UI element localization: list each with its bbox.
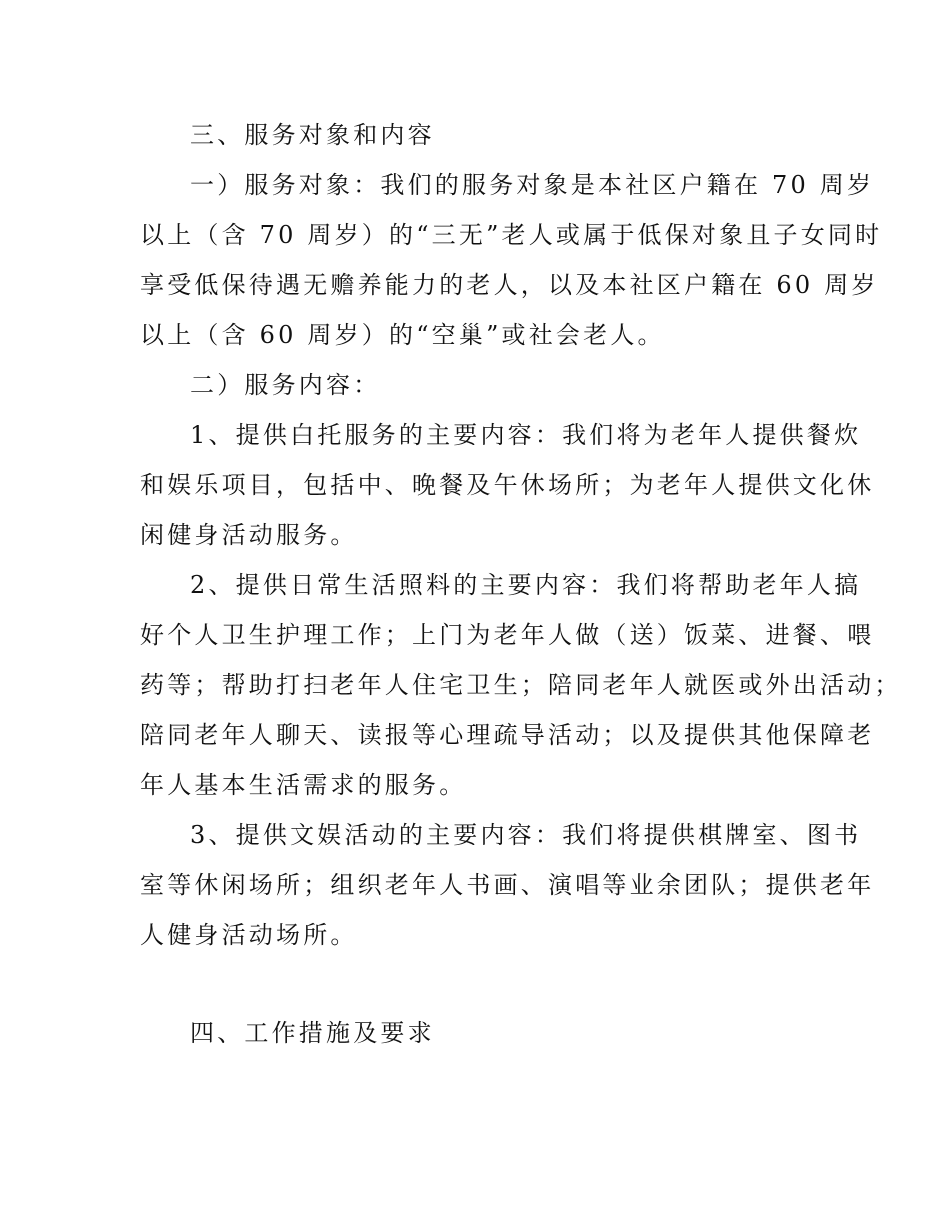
section-heading-4: 四、工作措施及要求 xyxy=(190,1019,435,1047)
day-care-paragraph-line: 和娱乐项目，包括中、晚餐及午休场所；为老年人提供文化休 xyxy=(140,471,875,499)
recreation-paragraph-line: 室等休闲场所；组织老年人书画、演唱等业余团队；提供老年 xyxy=(140,871,875,899)
daily-care-paragraph-line: 陪同老年人聊天、读报等心理疏导活动；以及提供其他保障老 xyxy=(140,721,875,749)
daily-care-paragraph-line: 年人基本生活需求的服务。 xyxy=(140,771,467,799)
service-target-paragraph-line: 以上（含 70 周岁）的“三无”老人或属于低保对象且子女同时 xyxy=(140,221,883,249)
recreation-paragraph-line: 3、提供文娱活动的主要内容：我们将提供棋牌室、图书 xyxy=(190,821,862,849)
service-target-paragraph-line: 享受低保待遇无赡养能力的老人，以及本社区户籍在 60 周岁 xyxy=(140,271,879,299)
daily-care-paragraph-line: 2、提供日常生活照料的主要内容：我们将帮助老年人搞 xyxy=(190,571,862,599)
service-content-heading: 二）服务内容： xyxy=(190,371,381,399)
service-target-paragraph-line: 一）服务对象：我们的服务对象是本社区户籍在 70 周岁 xyxy=(190,171,875,199)
section-heading-3: 三、服务对象和内容 xyxy=(190,121,435,149)
day-care-paragraph-line: 1、提供白托服务的主要内容：我们将为老年人提供餐炊 xyxy=(190,421,862,449)
day-care-paragraph-line: 闲健身活动服务。 xyxy=(140,521,358,549)
daily-care-paragraph-line: 药等；帮助打扫老年人住宅卫生；陪同老年人就医或外出活动； xyxy=(140,671,902,699)
recreation-paragraph-line: 人健身活动场所。 xyxy=(140,921,358,949)
daily-care-paragraph-line: 好个人卫生护理工作；上门为老年人做（送）饭菜、进餐、喂 xyxy=(140,621,875,649)
service-target-paragraph-line: 以上（含 60 周岁）的“空巢”或社会老人。 xyxy=(140,321,665,349)
